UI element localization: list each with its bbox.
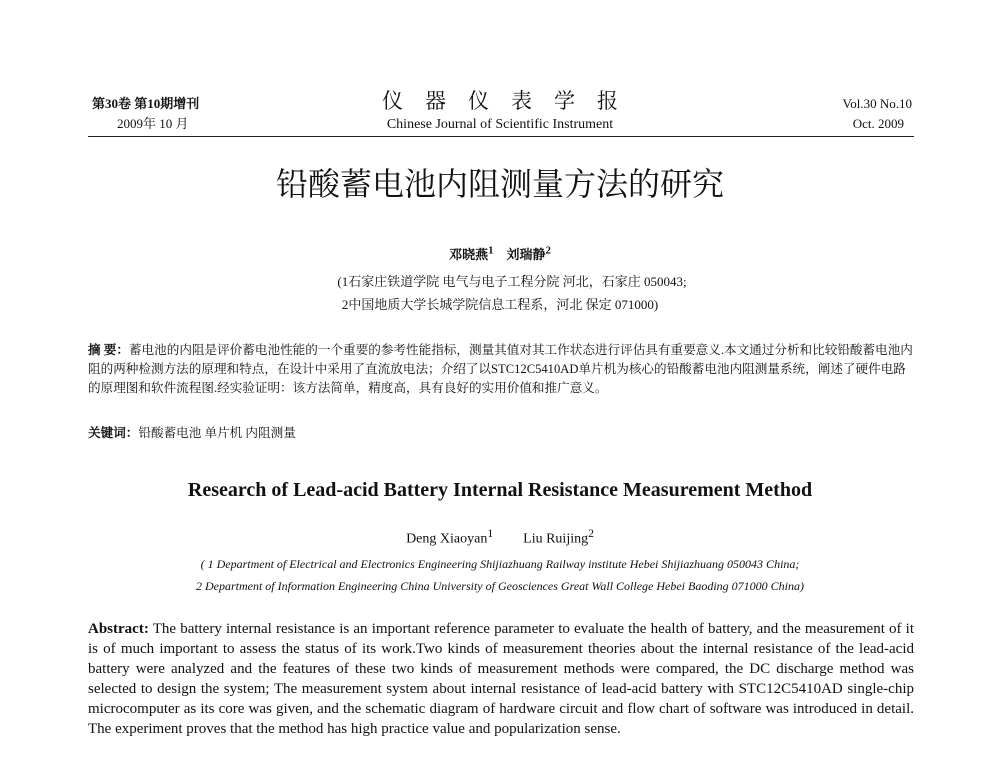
header-issue-info bbox=[92, 94, 199, 134]
header-journal bbox=[330, 88, 670, 134]
affiliation-line: ( 1 Department of Electrical and Electronics Engineering Shijiazhuang Railway institute Hebei Shijiazhuang 050043 China; bbox=[200, 557, 800, 571]
keywords-cn bbox=[88, 424, 914, 443]
author-name: Deng Xiaoyan bbox=[406, 531, 488, 547]
abstract-cn bbox=[88, 341, 914, 398]
abstract-en bbox=[88, 619, 914, 739]
author-sup: 1 bbox=[488, 244, 494, 257]
paper-title-en: Research of Lead-acid Battery Internal Resistance Measurement Method bbox=[187, 479, 813, 501]
affiliation-line: (1石家庄铁道学院 电气与电子工程分院 河北，石家庄 050043; bbox=[337, 274, 687, 289]
authors-cn bbox=[0, 244, 1000, 263]
authors-en bbox=[0, 527, 1000, 548]
abstract-cn-label: 摘 要： bbox=[88, 343, 129, 357]
keywords-cn-text: 铅酸蓄电池 单片机 内阻测量 bbox=[138, 426, 296, 440]
author-name: 邓晓燕 bbox=[449, 247, 489, 262]
author-sup: 2 bbox=[545, 244, 551, 257]
author-name: 刘瑞静 bbox=[506, 247, 546, 262]
abstract-en-label: Abstract: bbox=[88, 621, 149, 637]
affiliation-line: 2 Department of Information Engineering China University of Geosciences Great Wall College Hebei Baoding 071000 China) bbox=[195, 579, 805, 593]
issue-cn: 第30卷 第10期增刊 bbox=[92, 96, 200, 111]
affiliation-line: 2中国地质大学长城学院信息工程系，河北 保定 071000) bbox=[341, 297, 659, 312]
keywords-cn-label: 关键词： bbox=[88, 426, 139, 440]
journal-title-en: Chinese Journal of Scientific Instrument bbox=[386, 117, 614, 132]
header-rule bbox=[88, 136, 914, 137]
author-sup: 2 bbox=[588, 527, 594, 540]
date-cn: 2009年 10 月 bbox=[117, 116, 189, 131]
journal-title-cn: 仪器仪表学报 bbox=[382, 89, 640, 113]
affiliations-en bbox=[0, 553, 1000, 597]
affiliations-cn bbox=[0, 270, 1000, 316]
author-sup: 1 bbox=[487, 527, 494, 540]
volume-en: Vol.30 No.10 bbox=[842, 96, 912, 111]
paper-title-cn: 铅酸蓄电池内阻测量方法的研究 bbox=[275, 165, 724, 203]
author-name: Liu Ruijing bbox=[523, 531, 589, 547]
abstract-en-text: The battery internal resistance is an important reference parameter to evaluate the health of battery, and the measurement of it is of much important to assess the status of its work.Two kinds of measurement theories about the internal resistance of the lead-acid battery were analyzed and the features of these two kinds of measurement methods were compared, the DC discharge method was selected to design the system; The measurement system about internal resistance of lead-acid battery with STC12C5410AD single-chip microcomputer as its core was given, and the schematic diagram of hardware circuit and flow chart of software was introduced in detail. The experiment proves that the method has high practice value and popularization sense. bbox=[88, 621, 915, 737]
date-en: Oct. 2009 bbox=[852, 116, 904, 131]
header-volume-info bbox=[800, 94, 912, 134]
abstract-cn-text: 蓄电池的内阻是评价蓄电池性能的一个重要的参考性能指标，测量其值对其工作状态进行评估具有重要意义.本文通过分析和比较铅酸蓄电池内阻的两种检测方法的原理和特点，在设计中采用了直流放电法；介绍了以STC12C5410AD单片机为核心的铅酸蓄电池内阻测量系统，阐述了硬件电路的原理图和软件流程图.经实验证明：该方法简单，精度高，具有良好的实用价值和推广意义。 bbox=[88, 343, 913, 395]
